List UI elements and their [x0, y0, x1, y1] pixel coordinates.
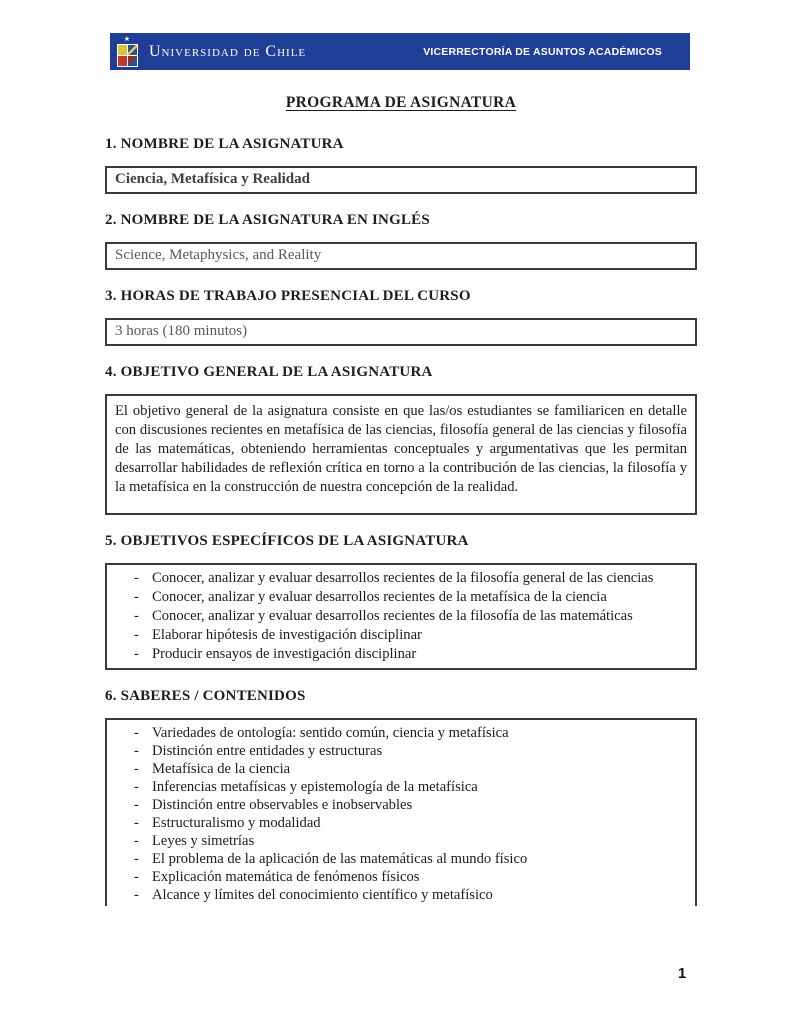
- dash-bullet: -: [134, 815, 139, 831]
- dash-bullet: -: [134, 797, 139, 813]
- saberes-contenidos-box: [105, 718, 697, 906]
- star-icon: ★: [123, 35, 131, 43]
- list-item-text: Metafísica de la ciencia: [152, 761, 291, 777]
- document-title: PROGRAMA DE ASIGNATURA: [285, 94, 517, 111]
- list-item: [107, 626, 687, 645]
- list-item: [107, 742, 687, 760]
- list-item-text: Estructuralismo y modalidad: [152, 815, 321, 831]
- list-item-text: Explicación matemática de fenómenos físicos: [152, 869, 420, 885]
- list-item-text: Producir ensayos de investigación disciplinar: [152, 646, 417, 662]
- shield-icon: [117, 44, 138, 67]
- page-number: 1: [677, 965, 687, 982]
- dash-bullet: -: [134, 646, 139, 662]
- dash-bullet: -: [134, 570, 139, 586]
- list-item-text: Conocer, analizar y evaluar desarrollos recientes de la filosofía de las matemáticas: [152, 608, 633, 624]
- list-item: [107, 850, 687, 868]
- objetivos-especificos-box: [105, 563, 697, 670]
- list-item: [107, 778, 687, 796]
- vicerrectoria-label: VICERRECTORÍA DE ASUNTOS ACADÉMICOS: [423, 45, 662, 58]
- list-item-text: Leyes y simetrías: [152, 833, 255, 849]
- dash-bullet: -: [134, 833, 139, 849]
- list-item: [107, 796, 687, 814]
- field-box-horas: [105, 318, 697, 346]
- list-item-text: Inferencias metafísicas y epistemología de la metafísica: [152, 779, 478, 795]
- list-item-text: Distinción entre observables e inobservables: [152, 797, 413, 813]
- university-crest-icon: [116, 36, 138, 67]
- field-value-nombre-ingles: Science, Metaphysics, and Reality: [115, 247, 322, 263]
- list-item: [107, 832, 687, 850]
- list-item: [107, 868, 687, 886]
- section-heading-4: 4. OBJETIVO GENERAL DE LA ASIGNATURA: [105, 364, 433, 380]
- dash-bullet: -: [134, 887, 139, 903]
- university-name: Universidad de Chile: [149, 42, 307, 60]
- list-item-text: Conocer, analizar y evaluar desarrollos recientes de la metafísica de la ciencia: [152, 589, 607, 605]
- shield-quadrant: [128, 45, 137, 55]
- objetivo-general-box: El objetivo general de la asignatura consiste en que las/os estudiantes se familiaricen en detalle con discusiones recientes en metafísica de las ciencias, filosofía general de las ciencias y filosofía de las matemáticas, obteniendo herramientas conceptuales y argumentativas que les permitan desarrollar habilidades de reflexión crítica en torno a la contribución de las ciencias, la filosofía y la metafísica en la construcción de nuestra concepción de la realidad.: [105, 394, 697, 515]
- shield-quadrant: [118, 45, 127, 55]
- list-item: [107, 760, 687, 778]
- shield-quadrant: [118, 56, 127, 66]
- list-item: [107, 886, 687, 904]
- dash-bullet: -: [134, 608, 139, 624]
- dash-bullet: -: [134, 589, 139, 605]
- list-item: [107, 645, 687, 664]
- list-item: [107, 724, 687, 742]
- document-content: [105, 88, 697, 906]
- saberes-contenidos-list: [107, 724, 687, 904]
- dash-bullet: -: [134, 761, 139, 777]
- list-item-text: Conocer, analizar y evaluar desarrollos recientes de la filosofía general de las ciencias: [152, 570, 654, 586]
- objetivos-especificos-list: [107, 569, 687, 664]
- section-heading-3: 3. HORAS DE TRABAJO PRESENCIAL DEL CURSO: [105, 288, 471, 304]
- field-box-nombre-asignatura: [105, 166, 697, 194]
- university-header-bar: [110, 33, 690, 70]
- dash-bullet: -: [134, 869, 139, 885]
- section-heading-5: 5. OBJETIVOS ESPECÍFICOS DE LA ASIGNATURA: [105, 533, 469, 549]
- shield-quadrant: [128, 56, 137, 66]
- list-item: [107, 588, 687, 607]
- list-item: [107, 569, 687, 588]
- field-value-nombre-asignatura: Ciencia, Metafísica y Realidad: [115, 171, 310, 187]
- list-item-text: Distinción entre entidades y estructuras: [152, 743, 383, 759]
- section-heading-6: 6. SABERES / CONTENIDOS: [105, 688, 306, 704]
- field-box-nombre-ingles: [105, 242, 697, 270]
- dash-bullet: -: [134, 725, 139, 741]
- list-item-text: Alcance y límites del conocimiento científico y metafísico: [152, 887, 493, 903]
- list-item-text: El problema de la aplicación de las matemáticas al mundo físico: [152, 851, 528, 867]
- dash-bullet: -: [134, 627, 139, 643]
- list-item-text: Elaborar hipótesis de investigación disciplinar: [152, 627, 422, 643]
- dash-bullet: -: [134, 743, 139, 759]
- list-item: [107, 814, 687, 832]
- dash-bullet: -: [134, 851, 139, 867]
- dash-bullet: -: [134, 779, 139, 795]
- section-heading-1: 1. NOMBRE DE LA ASIGNATURA: [105, 136, 344, 152]
- section-heading-2: 2. NOMBRE DE LA ASIGNATURA EN INGLÉS: [105, 212, 430, 228]
- field-value-horas: 3 horas (180 minutos): [115, 323, 248, 339]
- list-item: [107, 607, 687, 626]
- list-item-text: Variedades de ontología: sentido común, ciencia y metafísica: [152, 725, 509, 741]
